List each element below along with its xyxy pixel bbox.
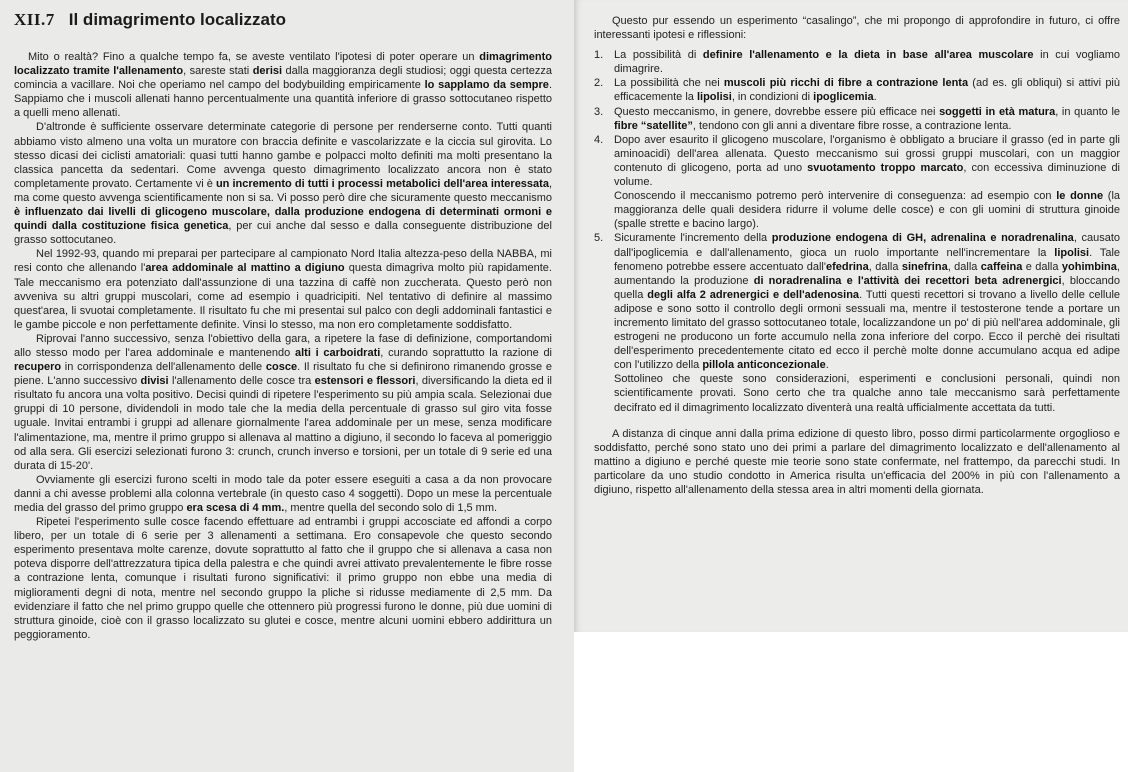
intro-paragraph: Questo pur essendo un esperimento “casalingo”, che mi propongo di approfondire in futuro, ci offre interessanti ipotesi e riflessioni: (594, 15, 1120, 42)
text: . Sappiamo che i muscoli allenati hanno percentualmente una quantità inferiore di grasso sottocutaneo rispetto a quelli meno allenati. (14, 79, 552, 120)
bold-text: divisi (140, 375, 169, 388)
bold-text: sinefrina (901, 260, 948, 273)
paragraph (14, 50, 552, 120)
bold-text: alti i carboidrati (295, 346, 381, 359)
list-item-continuation (594, 189, 1120, 231)
text: , dalla (868, 260, 902, 273)
text: dalla maggioranza degli studiosi; oggi questa certezza comincia a vacillare. Noi che operiamo nel campo del bodybuilding empiricamente (14, 65, 552, 92)
bold-text: definire l'allenamento e la dieta in base all'area muscolare (702, 49, 1034, 62)
paragraph (14, 120, 552, 247)
text: questa dimagriva molto più rapidamente. Tale meccanismo era potenziato dall'assunzione di una tazzina di caffè non zuccherata. Questo però non avveniva su altri gruppi muscolari, come ad esempio i quadricipiti. Nel tentativo di definire al massimo quest'area, li svuotai completamente. Il risultato fu che mi presentai sul palco con degli addominali fantastici e le gambe piccole e non perfettamente definite. Vinsi lo stesso, ma non ero completamente soddisfatto. (14, 262, 552, 331)
text: . Il risultato fu che si definirono rimanendo grosse e piene. L'anno successivo (14, 361, 552, 388)
bold-text: estensori e flessori (314, 375, 416, 388)
text: in corrispondenza dell'allenamento delle (61, 361, 266, 374)
text: . Tale fenomeno potrebbe essere accentuato dall' (614, 246, 1121, 273)
list-number: 3. (594, 105, 604, 118)
bold-text: è influenzato dai livelli di glicogeno muscolare, dalla produzione endogena di determinati ormoni e quindi dalla costituzione fisica genetica (14, 206, 552, 233)
text: , aumentando la produzione (614, 260, 1120, 287)
bold-text: fibre “satellite” (614, 119, 693, 132)
bold-text: lo sapplamo da sempre (424, 79, 549, 92)
text: , ma come questo avvenga scientificamente non si sa. Vi posso però dire che sicuramente questo meccanismo (14, 177, 553, 204)
bold-text: lipolisi (696, 91, 732, 104)
text: Dopo aver esaurito il glicogeno muscolare, l'organismo è obbligato a bruciare il grasso (ed in parte gli aminoacidi) dell'area allenata. Questo meccanismo sui grossi gruppi muscolari, con un maggior contenuto di glicogeno, porta ad uno (614, 133, 1120, 174)
bold-text: produzione endogena di GH, adrenalina e noradrenalina (771, 232, 1074, 245)
text: (ad es. gli obliqui) si attivi più efficacemente la (614, 77, 1120, 104)
paragraph (14, 515, 552, 642)
text: , mentre quella del secondo solo di 1,5 mm. (284, 502, 498, 514)
bold-text: un incremento di tutti i processi metabolici dell'area interessata (215, 177, 549, 190)
text: . (825, 359, 829, 372)
list-number: 2. (594, 77, 604, 90)
bold-text: dimagrimento localizzato tramite l'allenamento (14, 51, 552, 78)
text: . Tutti questi recettori si trovano a livello delle cellule adipose e sono sotto il controllo degli ormoni sessuali ma, mentre il testosterone tende a portare un incremento limitato del grasso sottocutaneo totale, localizzandone un po' di più nell'area addominale, gli estrogeni ne producono un forte accumulo nella zona inferiore del corpo. Ecco il perchè dei risultati dell'esperimento precedentemente citato ed ecco il perchè molte donne accumulano acqua ed adipe con l'utilizzo della (614, 288, 1121, 372)
text: D'altronde è sufficiente osservare determinate categorie di persone per renderserne conto. Tutti quanti abbiamo visto almeno una volta un muratore con braccia definite e vascolarizzate e la ciccia sul girovita. Lo stesso dicasi dei ciclisti amatoriali: quasi tutti hanno gambe e polpacci molto definiti ma molti presentano la classica pancetta da sedentari. Come avvenga questo dimagrimento localizzato ancora non è stato completamente provato. Certamente vi è (14, 121, 552, 190)
text: Ovviamente gli esercizi furono scelti in modo tale da poter essere eseguiti a casa a da non provocare danni a chi avesse problemi alla colonna vertebrale (in questo caso 4 soggetti). Dopo un mese la percentuale media del grasso del primo gruppo (14, 473, 552, 514)
text: Questo meccanismo, in genere, dovrebbe essere più efficace nei (614, 105, 940, 118)
bold-text: area addominale al mattino a digiuno (145, 262, 345, 275)
text: in cui vogliamo dimagrire. (614, 49, 1120, 76)
list-item (594, 48, 1120, 76)
list-item (594, 133, 1120, 189)
text: e dalla (1022, 260, 1062, 273)
section-heading (14, 10, 286, 30)
text: , sareste stati (183, 65, 253, 78)
left-column (14, 50, 552, 642)
bold-text: efedrina (825, 260, 869, 273)
text: l'allenamento delle cosce tra (168, 375, 315, 388)
list-number: 1. (594, 49, 604, 62)
bold-text: ipoglicemia (813, 91, 874, 104)
bold-text: era scesa di 4 mm. (186, 502, 285, 514)
list-number: 5. (594, 232, 604, 245)
right-page (574, 0, 1128, 632)
bold-text: di noradrenalina e l'attività dei recettori beta adrenergici (753, 274, 1062, 287)
text: , dalla (947, 260, 981, 273)
numbered-list (594, 48, 1120, 414)
text: (la maggioranza delle quali desidera ridurre il volume delle cosce) e con gli uomini di struttura ginoide (spalle strette e bacino largo). (614, 190, 1120, 231)
text: La possibilità che nei (614, 77, 724, 90)
text: Sicuramente l'incremento della (614, 232, 772, 245)
bold-text: soggetti in età matura (939, 105, 1056, 118)
bold-text: caffeina (980, 260, 1023, 273)
paragraph (14, 247, 552, 332)
bold-text: degli alfa 2 adrenergici e dell'adenosina (647, 288, 860, 301)
text: , bloccando quella (614, 274, 1121, 301)
bold-text: lipolisi (1054, 246, 1090, 259)
text: , causato dall'ipoglicemia e dall'allenamento, gioca un ruolo importante nell'incrementare la (614, 232, 1120, 259)
closing-paragraph: A distanza di cinque anni dalla prima edizione di questo libro, posso dirmi particolarmente orgoglioso e soddisfatto, perché sono stato uno dei primi a parlare del dimagrimento localizzato e dell'allenamento al mattino a digiuno e perché queste mie teorie sono state confermate, nel frattempo, da parecchi studi. In particolare da uno studio condotto in America risulta un'efficacia del 200% in più con l'allenamento a digiuno, rispetto all'allenamento della stessa area in altri momenti della giornata. (594, 427, 1120, 496)
bold-text: le donne (1056, 190, 1104, 203)
list-number: 4. (594, 133, 604, 146)
bold-text: muscoli più ricchi di fibre a contrazione lenta (723, 77, 969, 90)
spacer (594, 415, 1120, 427)
text: , con eccessiva diminuzione di volume. (614, 161, 1121, 189)
right-column (594, 14, 1120, 497)
text: Riprovai l'anno successivo, senza l'obiettivo della gara, a ripetere la fase di definizione, comportandomi allo stesso modo per l'area addominale e mantenendo (14, 332, 552, 359)
text: . (873, 91, 877, 104)
paragraph (14, 473, 552, 515)
bold-text: svuotamento troppo marcato (807, 161, 964, 174)
bold-text: recupero (14, 361, 62, 374)
text: Mito o realtà? Fino a qualche tempo fa, se aveste ventilato l'ipotesi di poter operare un (28, 51, 480, 63)
text: Nel 1992-93, quando mi preparai per partecipare al campionato Nord Italia altezza-peso della NABBA, mi resi conto che allenando l' (14, 248, 552, 275)
text: , in condizioni di (731, 91, 814, 104)
list-item-continuation: Sottolineo che queste sono considerazioni, esperimenti e conclusioni personali, quindi non scientificamente provati. Sono certo che tra qualche anno tale meccanismo sarà perfettamente decifrato ed il dimagrimento localizzato diventerà una realtà ufficialmente accettata da tutti. (614, 373, 1120, 414)
list-item (594, 76, 1120, 104)
paragraph (14, 332, 552, 473)
list-item (594, 105, 1120, 133)
bold-text: yohimbina (1061, 260, 1117, 273)
text: , diversificando la dieta ed il risultato fu ancora una volta positivo. Decisi quindi di ripetere l'esperimento su più ampia scala. Selezionai due gruppi di 10 persone, dividendoli in modo tale che la media della percentuale di grasso sul giro vita fosse uguale. Invitai entrambi i gruppi ad allenare giornalmente l'area addominale per un mese, senza modificare l'alimentazione, ma, mentre il primo gruppo si allenava al mattino a digiuno, il secondo lo faceva al pomeriggio od alla sera. Gli esercizi selezionati furono 3: crunch, crunch inverso e torsioni, per un totale di 9 serie ed una durata di 15-20'. (14, 375, 553, 472)
text: , tendono con gli anni a diventare fibre rosse, a contrazione lenta. (692, 119, 1012, 132)
bold-text: pillola anticoncezionale (702, 359, 826, 372)
text: La possibilità di (614, 49, 703, 62)
list-item (594, 231, 1120, 372)
section-number: XII.7 (14, 10, 55, 29)
bold-text: cosce (265, 361, 298, 374)
text: , per cui anche dal sesso e dalla conseguente distribuzione del grasso sottocutaneo. (14, 220, 552, 247)
text: Ripetei l'esperimento sulle cosce facendo effettuare ad entrambi i gruppi accosciate ed affondi a corpo libero, per un totale di 6 serie per 3 allenamenti a settimana. Ero consapevole che questo secondo esperimento presentava molte carenze, dovute soprattutto al fatto che il gruppo che si allenava a casa non poteva disporre dell'attrezzatura tipica della palestra e che quindi avrei attivato prevalentemente le fibre rosse a contrazione lenta, comunque i risultati furono significativi: il primo gruppo non ebbe una media di miglioramenti degni di nota, mentre nel secondo gruppo la pliche si ridusse mediamente di 2,5 mm. Da evidenziare il fatto che nel primo gruppo quelle che ottennero più progressi furono le donne, più due uomini di struttura ginoide, cioè con il grasso localizzato su glutei e cosce, mentre alcuni uomini ebbero addirittura un peggioramento. (14, 516, 552, 641)
bold-text: derisi (252, 65, 283, 78)
text: , in quanto le (1055, 105, 1121, 118)
section-title: Il dimagrimento localizzato (68, 10, 287, 29)
text: Conoscendo il meccanismo potremo però intervenire di conseguenza: ad esempio con (614, 190, 1057, 203)
text: , curando soprattutto la razione di (380, 346, 552, 359)
